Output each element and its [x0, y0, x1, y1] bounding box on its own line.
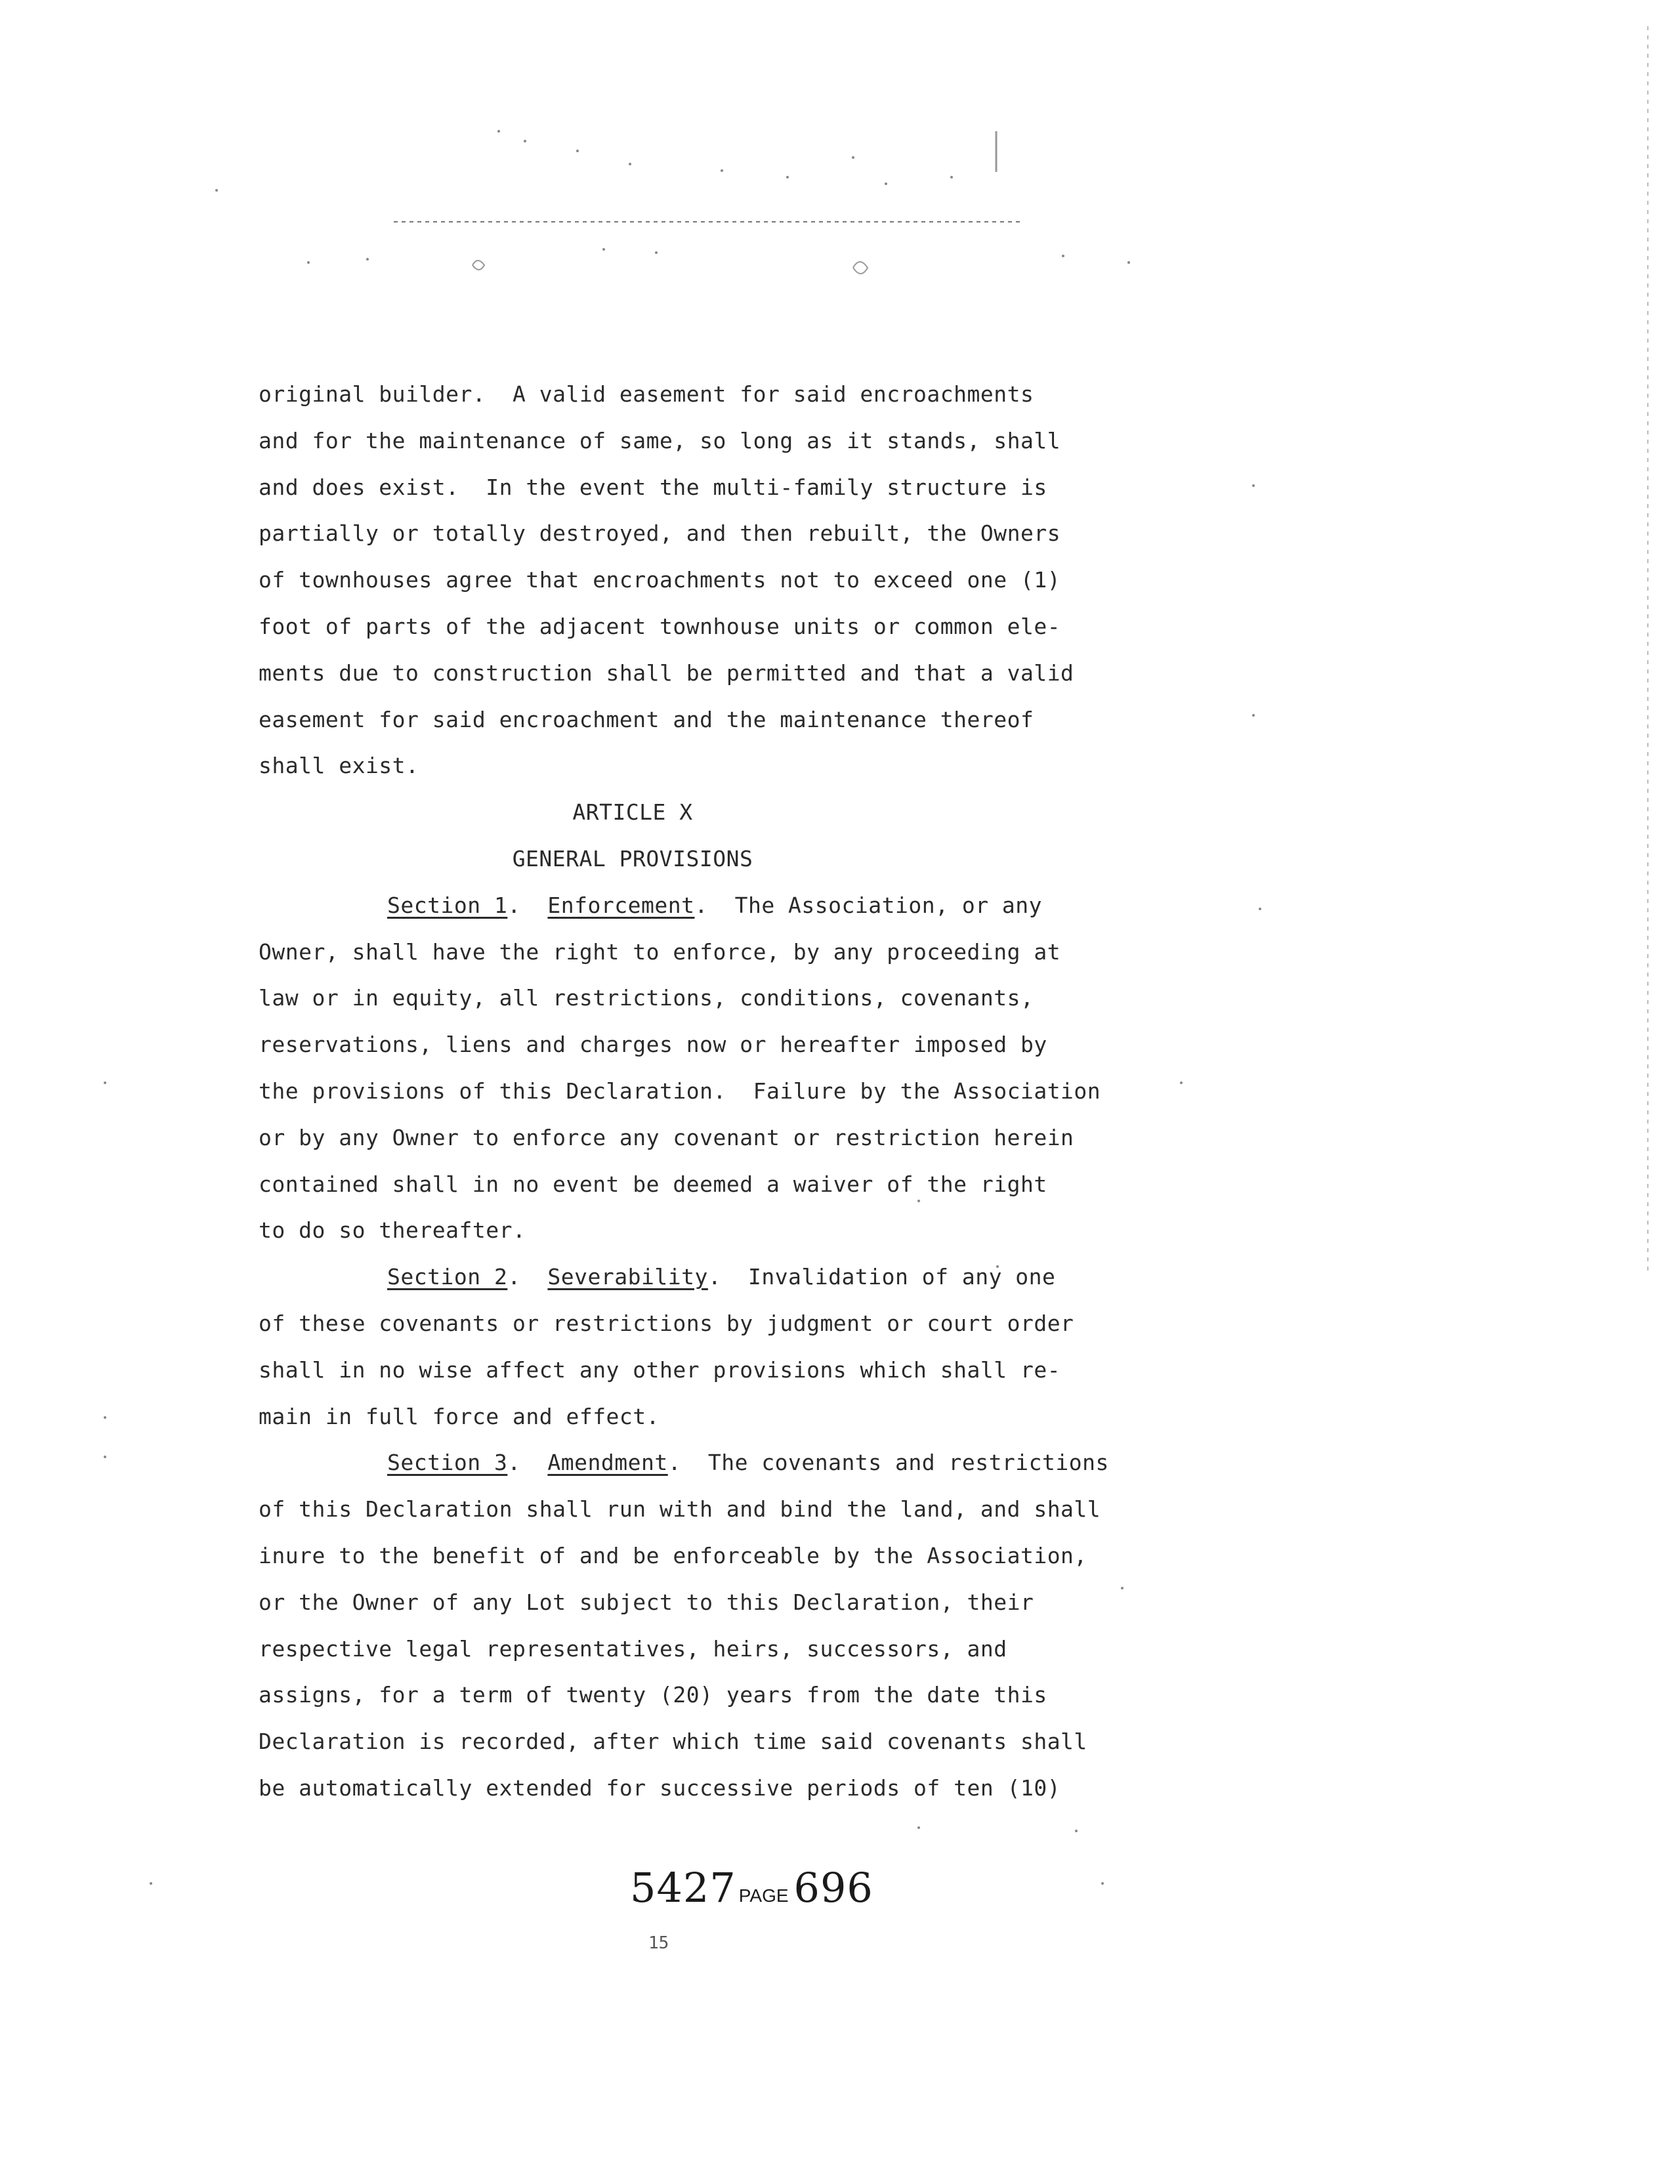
section-2-heading: Section 2. Severability. Invalidation of any one	[387, 1264, 1056, 1290]
text-line: Declaration is recorded, after which time said covenants shall	[259, 1729, 1087, 1755]
book-number: 5427	[630, 1864, 736, 1912]
text-line: contained shall in no event be deemed a waiver of the right	[259, 1171, 1047, 1197]
page-footer: 15	[648, 1933, 669, 1953]
document-body	[259, 371, 1190, 1812]
scan-edge	[1647, 26, 1648, 1273]
book-page-stamp	[630, 1864, 873, 1912]
text-line: of townhouses agree that encroachments not to exceed one (1)	[259, 567, 1061, 593]
section-text: Invalidation of any one	[721, 1264, 1056, 1290]
text-line: shall in no wise affect any other provisions which shall re-	[259, 1356, 1061, 1383]
text-line: and for the maintenance of same, so long as it stands, shall	[259, 427, 1061, 453]
text-line: or the Owner of any Lot subject to this Declaration, their	[259, 1589, 1034, 1615]
text-line: assigns, for a term of twenty (20) years from the date this	[259, 1682, 1047, 1708]
text-line: and does exist. In the event the multi-family structure is	[259, 474, 1047, 500]
text-line: of this Declaration shall run with and bind the land, and shall	[259, 1496, 1101, 1522]
text-line: reservations, liens and charges now or hereafter imposed by	[259, 1032, 1047, 1058]
section-title: Amendment	[547, 1450, 668, 1476]
section-text: The Association, or any	[707, 892, 1043, 918]
text-line: Owner, shall have the right to enforce, by any proceeding at	[259, 938, 1061, 965]
text-line: be automatically extended for successive periods of ten (10)	[259, 1774, 1061, 1801]
text-line: the provisions of this Declaration. Failure by the Association	[259, 1078, 1101, 1104]
article-heading: ARTICLE X	[572, 799, 693, 826]
text-line: original builder. A valid easement for said encroachments	[259, 381, 1034, 407]
text-line: partially or totally destroyed, and then rebuilt, the Owners	[259, 520, 1061, 547]
text-line: respective legal representatives, heirs, successors, and	[259, 1635, 1007, 1662]
section-text: The covenants and restrictions	[681, 1450, 1109, 1476]
text-line: law or in equity, all restrictions, conditions, covenants,	[259, 985, 1034, 1011]
section-title: Enforcement	[547, 892, 695, 918]
section-title: Severability	[547, 1264, 708, 1290]
text-line: or by any Owner to enforce any covenant or restriction herein	[259, 1124, 1074, 1150]
section-number: Section 1	[387, 892, 508, 918]
article-title: GENERAL PROVISIONS	[512, 845, 753, 872]
text-line: inure to the benefit of and be enforceable by the Association,	[259, 1542, 1087, 1568]
section-number: Section 3	[387, 1450, 508, 1476]
text-line: main in full force and effect.	[259, 1403, 660, 1429]
page-word: PAGE	[738, 1885, 789, 1906]
page-number: 696	[793, 1864, 873, 1912]
text-line: foot of parts of the adjacent townhouse units or common ele-	[259, 613, 1061, 639]
text-line: ments due to construction shall be permitted and that a valid	[259, 660, 1074, 686]
text-line: easement for said encroachment and the maintenance thereof	[259, 706, 1034, 732]
section-number: Section 2	[387, 1264, 508, 1290]
text-line: of these covenants or restrictions by judgment or court order	[259, 1310, 1074, 1336]
section-1-heading: Section 1. Enforcement. The Association, or any	[387, 892, 1043, 918]
text-line: to do so thereafter.	[259, 1217, 526, 1244]
text-line: shall exist.	[259, 753, 419, 779]
section-3-heading: Section 3. Amendment. The covenants and restrictions	[387, 1450, 1109, 1476]
